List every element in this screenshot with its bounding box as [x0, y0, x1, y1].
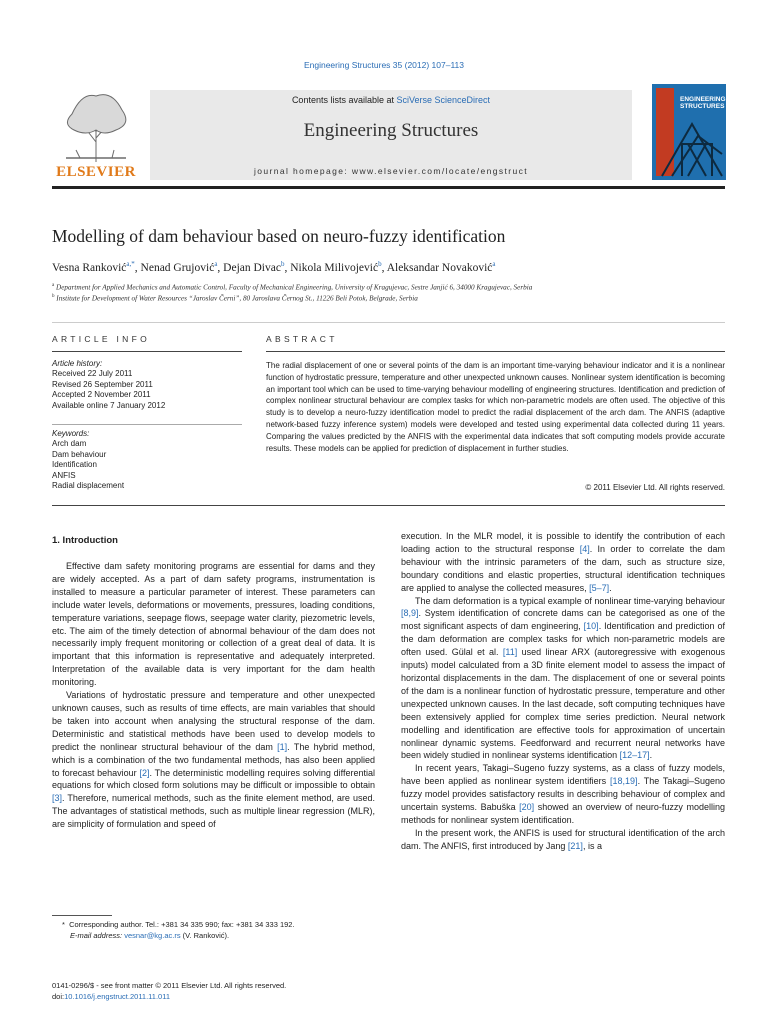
article-history-label: Article history:: [52, 359, 103, 368]
text-run: used linear ARX (autoregressive with exogenous inputs) model calculated from a 3D finite element model to assess the impact of horizontal displacements in the dam. The displacement of one or several points of the dam is a nonlinear function of hydrostatic pressure, temperature and other unexpected unknown causes. In the last decade, soft computing techniques have been extensively applied for complex time series prediction. Neural network modelling and identification are effective tools for approximation of uncertain nonlinear dynamic systems. Feedforward and recurrent neural networks have been widely studied in nonlinear systems identification: [401, 647, 725, 761]
text-run: .: [649, 750, 653, 761]
intro-paragraph-2: [52, 689, 375, 831]
keywords-label: Keywords:: [52, 429, 90, 438]
author-affiliation-marker[interactable]: a: [492, 260, 496, 268]
text-run: , is a: [582, 840, 602, 851]
citation-link[interactable]: [1]: [277, 741, 288, 752]
affiliation-b: [52, 294, 725, 302]
author-email-link[interactable]: vesnar@kg.ac.rs: [124, 931, 181, 940]
author-name: Aleksandar Novaković: [386, 261, 493, 274]
cover-title-line1: ENGINEERING: [680, 96, 726, 103]
journal-citation[interactable]: Engineering Structures 35 (2012) 107–113: [303, 60, 465, 70]
history-online: Available online 7 January 2012: [52, 400, 166, 410]
author-name: Nenad Grujović: [140, 261, 215, 274]
author-affiliation-marker[interactable]: b: [280, 260, 285, 268]
affiliation-b-marker: b: [52, 294, 55, 299]
text-run: . The Takagi–Sugeno fuzzy model provides satisfactory results in describing behaviour of complex and uncertain systems. Babuška: [401, 776, 725, 813]
author-list: [52, 260, 725, 274]
keywords-rule: [52, 424, 242, 425]
article-info-heading: ARTICLE INFO: [52, 334, 151, 344]
author-affiliation-marker[interactable]: b: [378, 260, 382, 268]
citation-link[interactable]: [11]: [502, 647, 518, 658]
keyword-item: ANFIS: [52, 470, 76, 480]
intro-paragraph-3: [401, 595, 725, 763]
footnote-corresponding: Corresponding author. Tel.: +381 34 335 990; fax: +381 34 333 192.: [69, 920, 295, 929]
journal-name: Engineering Structures: [303, 120, 479, 141]
keyword-item: Arch dam: [52, 439, 87, 449]
citation-link[interactable]: [21]: [567, 840, 583, 851]
article-info-rule: [52, 351, 242, 352]
intro-paragraph-4: [401, 762, 725, 827]
doi-link[interactable]: 10.1016/j.engstruct.2011.11.011: [64, 992, 171, 1001]
history-accepted: Accepted 2 November 2011: [52, 390, 151, 400]
affiliation-rule: [52, 322, 725, 323]
keywords-block: [52, 429, 242, 491]
header-rule: [52, 186, 725, 189]
author-name: Vesna Ranković: [52, 261, 127, 274]
abstract-heading: ABSTRACT: [266, 334, 338, 344]
text-run: . In order to correlate the dam behaviour with the intrinsic parameters of the dam, such as structure size, boundary conditions and elastic properties, structural identification techniques are applied to analyse the collected measures,: [401, 543, 725, 593]
email-label: E-mail address:: [70, 931, 125, 940]
intro-paragraph-continued: [401, 530, 725, 595]
author-separator: ,: [134, 261, 141, 274]
doi-label: doi:: [52, 992, 65, 1001]
citation-link[interactable]: [12–17]: [619, 750, 650, 761]
abstract-bottom-rule: [52, 505, 725, 506]
text-run: .: [609, 582, 612, 593]
email-suffix: (V. Ranković).: [180, 931, 230, 940]
citation-link[interactable]: [10]: [583, 621, 599, 632]
article-history: [52, 359, 242, 411]
contents-prefix: Contents lists available at: [291, 95, 397, 105]
abstract-text: The radial displacement of one or several points of the dam is an important time-varying behaviour indicator and it is a nonlinear function of hydrostatic pressure, temperature and other unexpected unknown causes. Nonlinear system identification is becoming an important tool which can be used to time-varying behaviour modelling of engineering structures. Identification and prediction of complex nonlinear structural behaviour are complex tasks for which non-parametric models are often used. The objective of this study is to develop a neuro-fuzzy identification model to predict the radial displacement of the arch dam. The ANFIS (adaptive network-based fuzzy inference system) models were developed and tested using experimental data collected during 11 years. Comparing the values predicted by the ANFIS with the experimental data indicates that soft computing models provide accurate results. These models can be applied for prediction of displacement in further studies.: [266, 361, 725, 453]
text-run: In recent years, Takagi–Sugeno fuzzy systems, as a class of fuzzy models, have been applied as nonlinear system identifiers: [401, 763, 725, 787]
keyword-item: Radial displacement: [52, 481, 125, 491]
abstract-rule: [266, 351, 725, 352]
citation-link[interactable]: [18,19]: [610, 776, 638, 787]
affiliation-a-text: Department for Applied Mechanics and Automatic Control, Faculty of Mechanical Engineering, University of Kragujevac, Sestre Janjić 6, 34000 Kragujevac, Serbia: [56, 283, 533, 292]
contents-line: [150, 95, 632, 105]
elsevier-wordmark: ELSEVIER: [56, 164, 136, 180]
text-run: execution. In the MLR model, it is possible to identify the contribution of each loading action to the structural response: [401, 531, 725, 554]
article-title: Modelling of dam behaviour based on neuro-fuzzy identification: [52, 226, 506, 246]
body-column-left: [52, 560, 375, 831]
keyword-item: Dam behaviour: [52, 449, 107, 459]
journal-cover-thumbnail: [652, 84, 726, 180]
history-received: Received 22 July 2011: [52, 369, 133, 379]
author-name: Nikola Milivojević: [290, 261, 379, 274]
footnote-star: *: [62, 920, 65, 929]
text-run: . System identification of concrete dams can be categorised as one of the most significant aspects of dam engineering,: [401, 608, 725, 632]
affiliation-a-marker: a: [52, 283, 55, 288]
corresponding-author-footnote: [52, 919, 382, 941]
text-run: . Identification and prediction of the dam deformation are complex tasks for which non-parametric models are often used. Gülal et al.: [401, 621, 725, 658]
text-run: . The deterministic modelling requires solving differential equations for which closed form solutions may be difficult or impossible to obtain: [52, 767, 375, 791]
footnote-rule: [52, 915, 112, 916]
text-run: showed an overview of neuro-fuzzy modelling methods for nonlinear system identification.: [401, 802, 725, 825]
cover-title-line2: STRUCTURES: [680, 103, 725, 110]
citation-link[interactable]: [2]: [139, 767, 150, 778]
sciencedirect-link[interactable]: SciVerse ScienceDirect: [396, 95, 491, 105]
section-heading-introduction: 1. Introduction: [52, 535, 118, 546]
author-separator: ,: [217, 261, 224, 274]
author-affiliation-marker[interactable]: a: [214, 260, 218, 268]
keyword-item: Identification: [52, 460, 97, 470]
text-run: The dam deformation is a typical example of nonlinear time-varying behaviour: [415, 595, 725, 606]
issn-line: 0141-0296/$ - see front matter © 2011 Elsevier Ltd. All rights reserved.: [52, 981, 287, 990]
text-run: In the present work, the ANFIS is used for structural identification of the arch dam. The ANFIS, first introduced by Jang: [401, 827, 725, 851]
affiliation-b-text: Institute for Development of Water Resources “Jaroslav Černi”, 80 Jaroslava Černog St., 11226 Beli Potok, Belgrade, Serbia: [56, 294, 418, 303]
intro-paragraph-5: [401, 827, 725, 853]
text-run: . The hybrid method, which is a combination of the two fundamental methods, has also been applied to forecast behaviour: [52, 741, 375, 778]
abstract-copyright: © 2011 Elsevier Ltd. All rights reserved.: [585, 483, 725, 492]
text-run: Variations of hydrostatic pressure and temperature and other unexpected unknown causes, such as results of time effects, are main variables that should be taken into account when analysing the structural response of the dam. Deterministic and statistical methods have been used to develop models to predict the nonlinear structural behaviour of the dam: [52, 690, 375, 752]
citation-link[interactable]: [3]: [52, 793, 63, 804]
citation-link[interactable]: [4]: [579, 543, 590, 554]
author-name: Dejan Divac: [223, 261, 281, 274]
body-column-right: [401, 530, 725, 853]
history-revised: Revised 26 September 2011: [52, 379, 153, 389]
author-affiliation-marker[interactable]: a,*: [126, 260, 135, 268]
intro-paragraph-1: Effective dam safety monitoring programs are essential for dams and they are widely accepted. As a part of dam safety programs, instrumentation is installed to measure a particular parameter of interest. These parameters can include water levels, deformations or movements, pressures, loading conditions, temperature variations, seepage flows, seepage water clarity, piezometric levels, etc. The aim of the timely detection of abnormal behaviour of the dam does not necessarily imply frequent monitoring or collection of a great deal of data. It is important that this information is representative and adequately interpreted. Interpretation of the available data is very important for the dam health monitoring.: [52, 561, 375, 688]
affiliation-a: [52, 283, 725, 291]
journal-homepage[interactable]: journal homepage: www.elsevier.com/locate/engstruct: [253, 166, 529, 176]
issn-doi-block: [52, 980, 382, 1002]
citation-link[interactable]: [8,9]: [401, 608, 419, 619]
citation-link[interactable]: [5–7]: [589, 582, 610, 593]
text-run: . Therefore, numerical methods, such as the finite element method, are used. The advantages of statistical methods, such as multiple linear regression (MLR), are simplicity of formulation and speed of: [52, 793, 375, 830]
citation-link[interactable]: [20]: [519, 802, 535, 813]
author-separator: ,: [381, 261, 387, 274]
author-separator: ,: [284, 261, 291, 274]
